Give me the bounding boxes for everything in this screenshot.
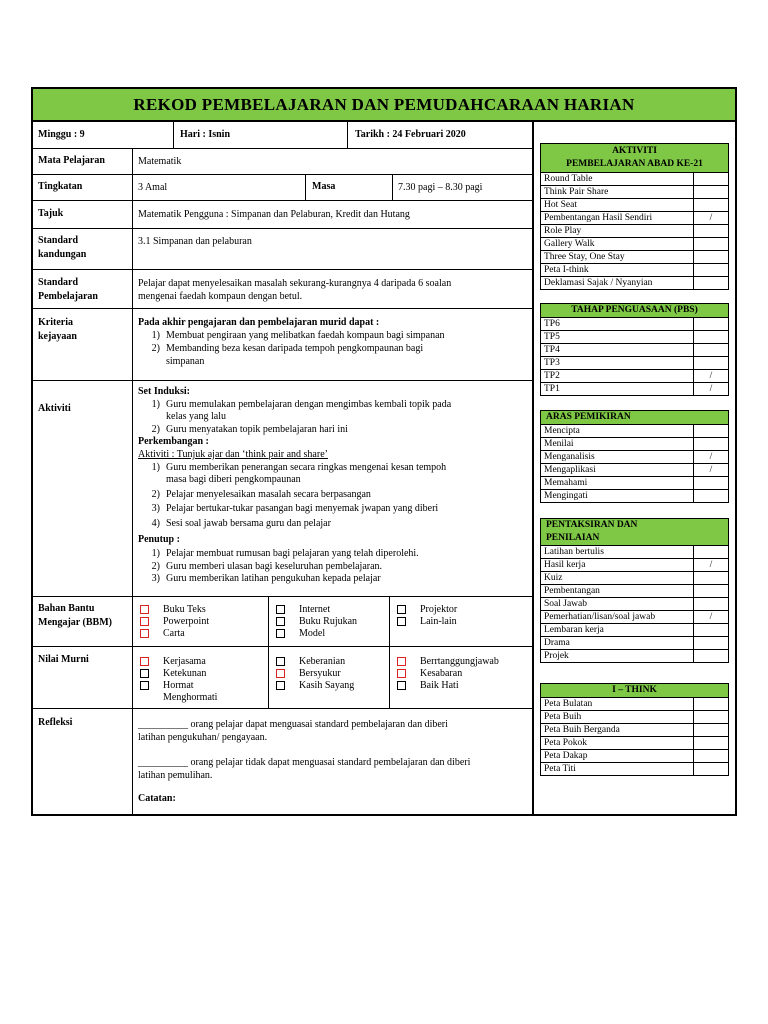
pbs-label: TP6 [541,318,694,331]
pentaksiran-label: Projek [541,650,694,663]
pentaksiran-mark[interactable] [694,637,729,650]
abad21-mark[interactable] [694,251,729,264]
nilai-option: Ketekunan [163,667,207,679]
pentaksiran-label: Lembaran kerja [541,624,694,637]
pbs-mark[interactable] [694,357,729,370]
pentaksiran-row [541,611,729,624]
standard-kandungan-label: Standard kandungan [38,235,87,260]
abad21-mark[interactable] [694,238,729,251]
kriteria-content: Pada akhir pengajaran dan pembelajaran murid dapat : 1) Membuat pengiraan yang melibatkan faedah kompaun bagi simpanan 2) Membanding beza kesan daripada tempoh pengkompaunan bagi simpanan [138,317,445,367]
abad21-row [541,264,729,277]
pbs-mark[interactable] [694,331,729,344]
ithink-mark[interactable] [694,750,729,763]
abad21-mark[interactable] [694,277,729,290]
pentaksiran-mark[interactable] [694,624,729,637]
mata-pelajaran-label: Mata Pelajaran [38,155,105,166]
ithink-mark[interactable] [694,763,729,776]
pentaksiran-label: Drama [541,637,694,650]
pentaksiran-mark[interactable] [694,546,729,559]
nilai-option: Berrtanggungjawab [420,655,499,667]
ithink-row [541,698,729,711]
pbs-row [541,383,729,396]
tajuk-value: Matematik Pengguna : Simpanan dan Pelaburan, Kredit dan Hutang [138,209,410,220]
aras-table: ARAS PEMIKIRAN Mencipta Menilai Menganalisis / Mengaplikasi / Memahami Mengingati [540,410,729,503]
bbm-col-2 [276,603,357,639]
nilai-label: Nilai Murni [38,654,89,665]
tajuk-label: Tajuk [38,208,64,219]
aras-row [541,477,729,490]
nilai-option: Kasih Sayang [299,679,355,691]
nilai-option: Bersyukur [299,667,341,679]
bbm-option: Buku Rujukan [299,615,358,627]
abad21-label: Three Stay, One Stay [541,251,694,264]
pentaksiran-row [541,624,729,637]
ithink-label: Peta Pokok [541,737,694,750]
aras-mark[interactable] [694,490,729,503]
abad21-row [541,212,729,225]
pentaksiran-label: Pembentangan [541,585,694,598]
abad21-mark[interactable] [694,264,729,277]
pbs-mark[interactable] [694,318,729,331]
bbm-col-3 [397,603,457,627]
pbs-table: TAHAP PENGUASAAN (PBS) TP6 TP5 TP4 TP3 TP2 / TP1 / [540,303,729,396]
pentaksiran-row [541,637,729,650]
abad21-label: Gallery Walk [541,238,694,251]
aras-label: Menganalisis [541,451,694,464]
pentaksiran-label: Latihan bertulis [541,546,694,559]
ithink-row [541,711,729,724]
nilai-col-1 [140,655,217,703]
bbm-option: Lain-lain [420,615,457,627]
pbs-row [541,318,729,331]
abad21-mark[interactable] [694,186,729,199]
aras-mark[interactable] [694,477,729,490]
hari: Hari : Isnin [180,129,231,140]
pentaksiran-row [541,559,729,572]
pbs-row [541,357,729,370]
tarikh: Tarikh : 24 Februari 2020 [355,129,466,140]
pbs-label: TP3 [541,357,694,370]
bbm-label: Bahan Bantu Mengajar (BBM) [38,603,112,628]
pentaksiran-label: Pemerhatian/lisan/soal jawab [541,611,694,624]
ithink-table: I – THINK Peta Bulatan Peta Buih Peta Buih Berganda Peta Pokok Peta Dakap Peta Titi [540,683,729,776]
abad21-row [541,238,729,251]
ithink-label: Peta Titi [541,763,694,776]
pbs-mark[interactable] [694,344,729,357]
ithink-row [541,724,729,737]
kriteria-label: Kriteria kejayaan [38,317,77,342]
pentaksiran-mark[interactable] [694,585,729,598]
pbs-label: TP1 [541,383,694,396]
nilai-option: Kesabaran [420,667,463,679]
bbm-option: Powerpoint [163,615,210,627]
ithink-mark[interactable] [694,724,729,737]
tingkatan-label: Tingkatan [38,181,83,192]
aras-label: Mengingati [541,490,694,503]
bbm-option: Buku Teks [163,603,206,615]
masa-label: Masa [312,181,336,192]
pentaksiran-table: PENTAKSIRAN DAN PENILAIAN Latihan bertulis Hasil kerja / Kuiz Pembentangan Soal Jawab Pemerhatian/lisan/soal jawab / Lembaran kerja Drama Projek [540,518,729,663]
abad21-label: Peta I-think [541,264,694,277]
tingkatan-value: 3 Amal [138,182,168,193]
pentaksiran-mark[interactable]: / [694,611,729,624]
abad21-mark[interactable] [694,173,729,186]
abad21-row [541,251,729,264]
standard-pembelajaran-value: Pelajar dapat menyelesaikan masalah sekurang-kurangnya 4 daripada 6 soalan mengenai faedah kompaun dengan betul. [138,278,452,302]
pentaksiran-mark[interactable]: / [694,559,729,572]
aktiviti-label: Aktiviti [38,403,71,414]
ithink-label: Peta Buih [541,711,694,724]
pentaksiran-label: Hasil kerja [541,559,694,572]
ithink-label: Peta Bulatan [541,698,694,711]
aras-row [541,425,729,438]
standard-pembelajaran-label: Standard Pembelajaran [38,277,98,302]
mata-pelajaran-value: Matematik [138,156,182,167]
pentaksiran-row [541,598,729,611]
abad21-row [541,225,729,238]
pbs-label: TP5 [541,331,694,344]
nilai-option: Hormat [163,679,194,691]
ithink-label: Peta Buih Berganda [541,724,694,737]
refleksi-label: Refleksi [38,717,73,728]
refleksi-content: __________ orang pelajar dapat menguasai standard pembelajaran dan diberi latihan pengukuhan/ pengayaan. __________ orang pelajar tidak dapat menguasai standard pembelajaran dan diberi latihan pemulihan. Catatan: [138,719,471,804]
aras-label: Menilai [541,438,694,451]
pentaksiran-row [541,546,729,559]
pbs-row [541,344,729,357]
abad21-mark[interactable] [694,225,729,238]
ithink-row [541,763,729,776]
pentaksiran-row [541,585,729,598]
aras-label: Memahami [541,477,694,490]
pbs-mark[interactable]: / [694,370,729,383]
masa-value: 7.30 pagi – 8.30 pagi [398,182,483,193]
minggu: Minggu : 9 [38,129,85,140]
nilai-option: Baik Hati [420,679,459,691]
abad21-row [541,186,729,199]
aras-row [541,464,729,477]
pbs-label: TP4 [541,344,694,357]
pentaksiran-row [541,650,729,663]
abad21-label: Round Table [541,173,694,186]
pentaksiran-mark[interactable] [694,598,729,611]
abad21-label: Deklamasi Sajak / Nyanyian [541,277,694,290]
pentaksiran-mark[interactable] [694,572,729,585]
document-title: REKOD PEMBELAJARAN DAN PEMUDAHCARAAN HARIAN [31,87,737,122]
ithink-mark[interactable] [694,737,729,750]
ithink-label: Peta Dakap [541,750,694,763]
ithink-row [541,737,729,750]
abad21-label: Think Pair Share [541,186,694,199]
aktiviti-content: Set Induksi: 1) Guru memulakan pembelajaran dengan mengimbas kembali topik pada kelas yang lalu 2) Guru menyatakan topik pembelajaran hari ini Perkembangan : Aktiviti : Tunjuk ajar dan ‘think pair and share’ 1) Guru memberikan penerangan secara ringkas mengenai kesan tempoh masa bagi diberi pengkompaunan 2) Pelajar menyelesaikan masalah secara berpasangan 3) Pelajar bertukar-tukar pasangan bagi menyemak jwapan yang diberi 4) Sesi soal jawab bersama guru dan pelajar Penutup : 1) Pelajar membuat rumusan bagi pelajaran yang telah diperolehi. 2) Guru memberi ulasan bagi keseluruhan pembelajaran. 3) Guru memberikan latihan pengukuhan kepada pelajar [138,386,452,585]
pbs-label: TP2 [541,370,694,383]
ithink-mark[interactable] [694,711,729,724]
pentaksiran-label: Soal Jawab [541,598,694,611]
bbm-col-1 [140,603,209,639]
ithink-mark[interactable] [694,698,729,711]
nilai-option: Kerjasama [163,655,206,667]
pbs-mark[interactable]: / [694,383,729,396]
nilai-col-2 [276,655,354,691]
pentaksiran-row [541,572,729,585]
aras-row [541,451,729,464]
abad21-mark[interactable] [694,199,729,212]
abad21-row [541,199,729,212]
abad21-row [541,277,729,290]
bbm-option: Model [299,627,326,639]
pbs-row [541,331,729,344]
bbm-option: Internet [299,603,331,615]
abad21-table: AKTIVITI PEMBELAJARAN ABAD KE-21 Round Table Think Pair Share Hot Seat Pembentangan Hasil Sendiri / Role Play Gallery Walk Three Stay, One Stay Peta I-think Deklamasi Sajak / Nyanyian [540,143,729,290]
abad21-label: Hot Seat [541,199,694,212]
standard-kandungan-value: 3.1 Simpanan dan pelaburan [138,236,252,247]
pbs-row [541,370,729,383]
bbm-option: Projektor [420,603,458,615]
abad21-row [541,173,729,186]
nilai-option: Keberanian [299,655,346,667]
aras-mark[interactable]: / [694,451,729,464]
aras-label: Mengaplikasi [541,464,694,477]
aras-row [541,438,729,451]
pentaksiran-mark[interactable] [694,650,729,663]
abad21-label: Pembentangan Hasil Sendiri [541,212,694,225]
aras-label: Mencipta [541,425,694,438]
aras-mark[interactable]: / [694,464,729,477]
pentaksiran-label: Kuiz [541,572,694,585]
bbm-option: Carta [163,627,185,639]
nilai-col-3 [397,655,499,691]
ithink-row [541,750,729,763]
abad21-label: Role Play [541,225,694,238]
nilai-option: Menghormati [163,691,218,703]
aras-mark[interactable] [694,438,729,451]
aras-mark[interactable] [694,425,729,438]
aras-row [541,490,729,503]
abad21-mark[interactable]: / [694,212,729,225]
